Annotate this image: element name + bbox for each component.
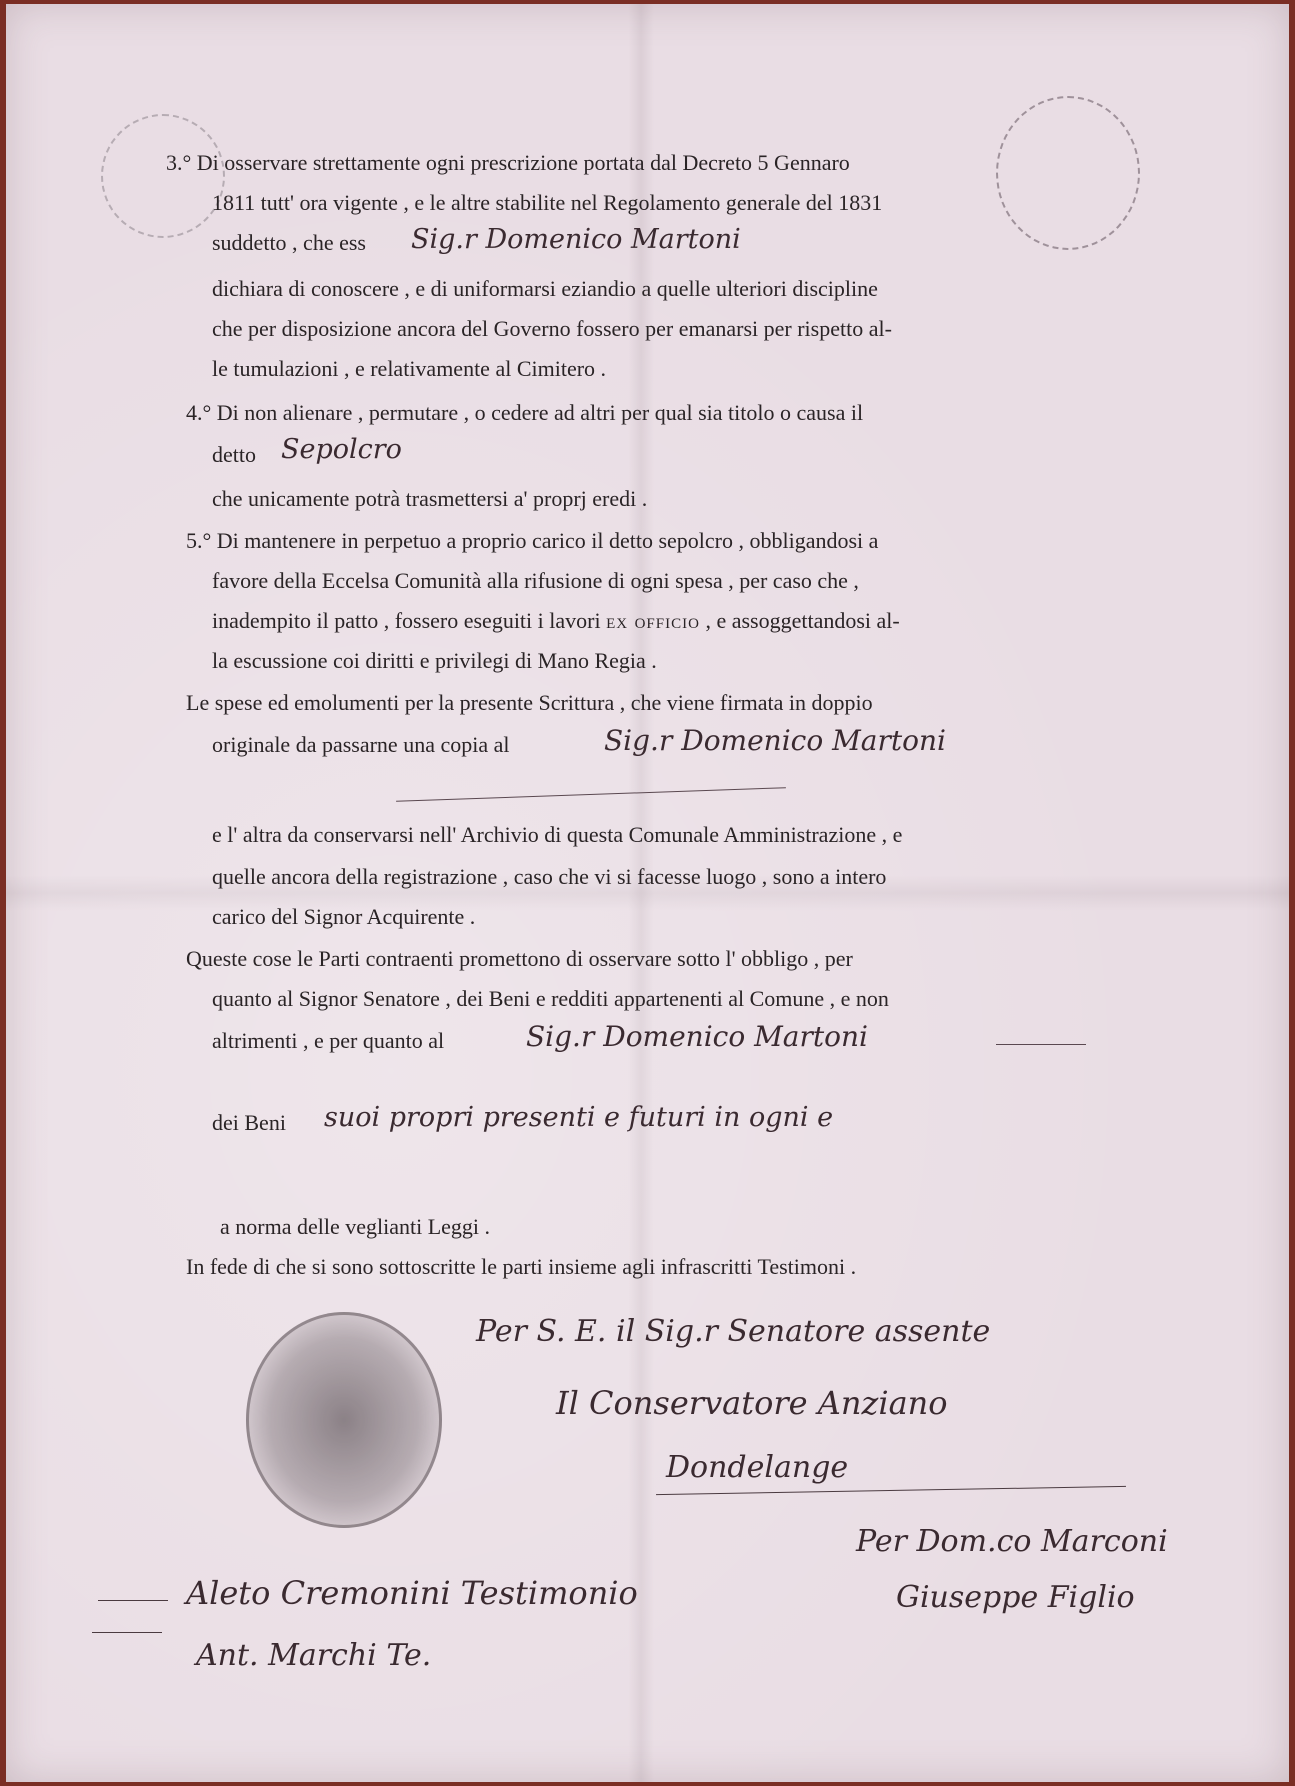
official-seal (246, 1312, 442, 1528)
obligation-line-1: Queste cose le Parti contraenti promettono di osservare sotto l' obbligo , per (186, 946, 853, 971)
signature-witness-marchi: Ant. Marchi Te. (196, 1638, 432, 1673)
signature-underline (656, 1486, 1126, 1495)
clause-4-line-1: 4.° Di non alienare , permutare , o cedere ad altri per qual sia titolo o causa il (186, 400, 864, 425)
laws-line: a norma delle veglianti Leggi . (220, 1214, 491, 1239)
expenses-line-5: carico del Signor Acquirente . (212, 904, 476, 929)
in-fede-line: In fede di che si sono sottoscritte le parti insieme agli infrascritti Testimoni . (186, 1254, 857, 1279)
witness-dash-2 (92, 1632, 162, 1633)
clause-3-line-5: che per disposizione ancora del Governo fossero per emanarsi per rispetto al- (212, 316, 892, 341)
blank-rule-1 (396, 787, 786, 802)
goods-line: dei Beni (212, 1110, 286, 1135)
blank-rule-2 (996, 1044, 1086, 1045)
expenses-line-4: quelle ancora della registrazione , caso che vi si facesse luogo , sono a intero (212, 864, 887, 889)
faded-stamp-left (101, 114, 225, 238)
signature-senator: Per S. E. il Sig.r Senatore assente (476, 1314, 991, 1349)
clause-5-line-2: favore della Eccelsa Comunità alla rifusione di ogni spesa , per caso che , (212, 568, 859, 593)
obligation-line-3: altrimenti , e per quanto al (212, 1028, 445, 1053)
ex-officio-text: ex officio (606, 608, 700, 633)
clause-3-line-2: 1811 tutt' ora vigente , e le altre stabilite nel Regolamento generale del 1831 (212, 190, 883, 215)
obligation-line-2: quanto al Signor Senatore , dei Beni e redditi appartenenti al Comune , e non (212, 986, 889, 1011)
clause-5-line-1: 5.° Di mantenere in perpetuo a proprio carico il detto sepolcro , obbligandosi a (186, 528, 879, 553)
handwritten-name-3: Sig.r Domenico Martoni (526, 1020, 868, 1053)
signature-dondelange: Dondelange (666, 1450, 849, 1485)
expenses-line-1: Le spese ed emolumenti per la presente Scrittura , che viene firmata in doppio (186, 690, 873, 715)
expenses-line-3: e l' altra da conservarsi nell' Archivio di questa Comunale Amministrazione , e (212, 822, 903, 847)
clause-3-line-1: 3.° Di osservare strettamente ogni prescrizione portata dal Decreto 5 Gennaro (166, 150, 850, 175)
faded-stamp-right (996, 96, 1140, 250)
clause-5-line-3c: , e assoggettandosi al- (705, 608, 900, 633)
signature-giuseppe: Giuseppe Figlio (896, 1580, 1135, 1615)
signature-witness-cremonini: Aleto Cremonini Testimonio (186, 1574, 638, 1612)
clause-5-line-3a: inadempito il patto , fossero eseguiti i lavori (212, 608, 601, 633)
handwritten-sepolcro: Sepolcro (281, 434, 402, 465)
clause-4-line-2: detto (212, 442, 256, 467)
witness-dash-1 (98, 1600, 168, 1601)
signature-conservatore: Il Conservatore Anziano (556, 1384, 948, 1422)
handwritten-goods: suoi propri presenti e futuri in ogni e (324, 1102, 834, 1133)
clause-4-line-3: che unicamente potrà trasmettersi a' proprj eredi . (212, 486, 648, 511)
expenses-line-2: originale da passarne una copia al (212, 732, 510, 757)
clause-5-line-4: la escussione coi diritti e privilegi di Mano Regia . (212, 648, 657, 673)
signature-marconi: Per Dom.co Marconi (856, 1524, 1168, 1559)
clause-3-line-3: suddetto , che ess (212, 230, 366, 255)
clause-3-line-6: le tumulazioni , e relativamente al Cimitero . (212, 356, 607, 381)
handwritten-name-2: Sig.r Domenico Martoni (604, 724, 946, 757)
clause-5-line-3 (212, 608, 900, 634)
handwritten-name-1: Sig.r Domenico Martoni (411, 224, 741, 255)
clause-3-line-4: dichiara di conoscere , e di uniformarsi eziandio a quelle ulteriori discipline (212, 276, 878, 301)
document-page (6, 4, 1289, 1782)
